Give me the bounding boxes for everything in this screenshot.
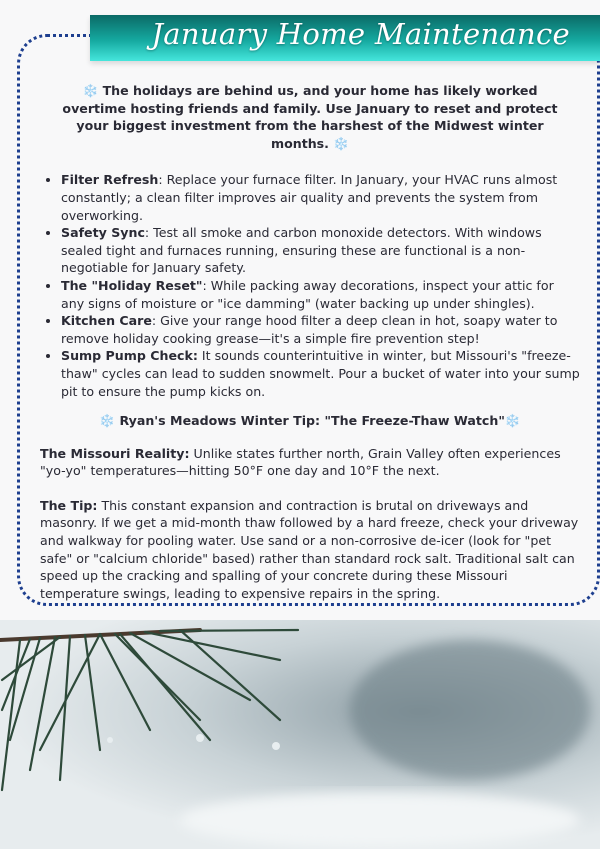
task-label: The "Holiday Reset" [61,277,203,293]
tip-paragraph [40,497,580,603]
snowflake-icon: ❄️ [82,83,99,98]
main-content [40,82,580,619]
intro-text: The holidays are behind us, and your home has likely worked overtime hosting friends and family. Use January to reset and protect your biggest investment from the harshest of the Midwest winter months. [62,83,558,151]
pine-branch-illustration [0,620,600,849]
task-label: Kitchen Care [61,313,152,329]
list-item [61,224,580,277]
task-text: : While packing away decorations, inspect your attic for any signs of moisture or "ice damming" (water backing up under shingles). [61,277,554,311]
task-label: Filter Refresh [61,172,159,188]
title-banner [90,15,600,61]
task-label: Sump Pump Check: [61,348,198,364]
list-item [61,312,580,347]
task-list [40,171,580,400]
reality-label: The Missouri Reality: [40,445,190,461]
reality-paragraph [40,445,580,480]
list-item [61,347,580,400]
reality-text: Unlike states further north, Grain Valley often experiences "yo-yo" temperatures—hitting 50°F one day and 10°F the next. [40,445,561,479]
tip-text: This constant expansion and contraction is brutal on driveways and masonry. If we get a mid-month thaw followed by a hard freeze, check your driveway and walkway for pooling water. Use sand or a non-corrosive de-icer (look for "pet safe" or "calcium chloride" based) rather than standard rock salt. Traditional salt can speed up the cracking and spalling of your concrete during these Missouri temperature swings, leading to expensive repairs in the spring. [40,497,579,601]
task-text: : Replace your furnace filter. In January, your HVAC runs almost constantly; a clean filter improves air quality and prevents the system from overworking. [61,172,558,223]
tip-label: The Tip: [40,497,98,513]
page-title: January Home Maintenance [151,17,570,51]
tip-heading-text: Ryan's Meadows Winter Tip: "The Freeze-Thaw Watch" [119,413,505,429]
snowflake-icon: ❄️ [504,413,521,429]
task-text: : Test all smoke and carbon monoxide detectors. With windows sealed tight and furnaces running, ensuring these are functional is a non-negotiable for January safety. [61,225,542,276]
list-item [61,171,580,224]
task-label: Safety Sync [61,225,145,241]
task-text: It sounds counterintuitive in winter, but Missouri's "freeze-thaw" cycles can lead to sudden snowmelt. Pour a bucket of water into your sump pit to ensure the pump kicks on. [61,348,580,399]
intro-paragraph [40,82,580,152]
winter-pine-photo [0,620,600,849]
tip-heading [40,412,580,430]
snowflake-icon: ❄️ [333,135,350,151]
task-text: : Give your range hood filter a deep clean in hot, soapy water to remove holiday cooking grease—it's a simple fire prevention step! [61,313,558,346]
snowflake-icon: ❄️ [99,413,116,429]
list-item [61,277,580,312]
